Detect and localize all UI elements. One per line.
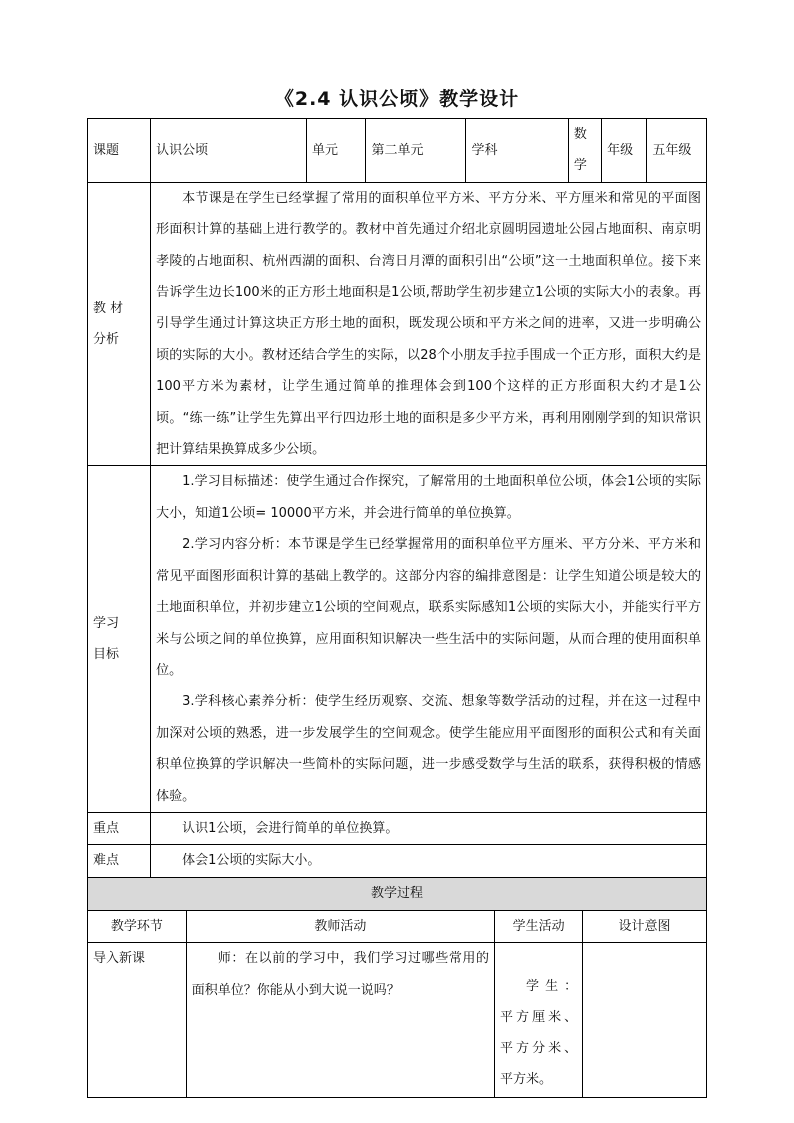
key-point-label: 重点 xyxy=(88,812,151,844)
process-row xyxy=(88,943,707,1098)
material-text-cell xyxy=(151,182,707,466)
objectives-row xyxy=(88,466,707,812)
process-heading-row xyxy=(88,877,707,910)
design-intent-cell xyxy=(583,943,707,1098)
lesson-plan-table xyxy=(87,118,707,1098)
course-value: 认识公顷 xyxy=(151,119,307,183)
material-label xyxy=(88,182,151,466)
difficulty-label: 难点 xyxy=(88,845,151,877)
material-label-line1: 教 材 xyxy=(93,300,124,316)
material-text: 本节课是在学生已经掌握了常用的面积单位平方米、平方分米、平方厘米和常见的平面图形面积计算的基础上进行教学的。教材中首先通过介绍北京圆明园遗址公园占地面积、南京明孝陵的占地面积、杭州西湖的面积、台湾日月潭的面积引出“公顷”这一土地面积单位。接下来告诉学生边长100米的正方形土地面积是1公顷,帮助学生初步建立1公顷的实际大小的表象。再引导学生通过计算这块正方形土地的面积，既发现公顷和平方米之间的进率，又进一步明确公顷的实际的大小。教材还结合学生的实际，以28个小朋友手拉手围成一个正方形，面积大约是100平方米为素材，让学生通过简单的推理体会到100个这样的正方形面积大约才是1公顷。“练一练”让学生先算出平行四边形土地的面积是多少平方米，再利用刚刚学到的知识常识把计算结果换算成多少公顷。 xyxy=(156,190,701,458)
col-stage-header: 教学环节 xyxy=(88,910,187,942)
material-analysis-row xyxy=(88,182,707,466)
difficulty-row xyxy=(88,845,707,877)
stage-cell: 导入新课 xyxy=(88,943,187,1098)
objectives-label xyxy=(88,466,151,812)
student-activity-text: 学生：平方厘米、平方分米、平方米。 xyxy=(500,979,578,1088)
unit-value: 第二单元 xyxy=(366,119,466,183)
subject-label: 学科 xyxy=(466,119,568,183)
unit-label: 单元 xyxy=(306,119,366,183)
key-point-text: 认识1公顷，会进行简单的单位换算。 xyxy=(182,820,399,836)
col-student-header: 学生活动 xyxy=(495,910,583,942)
difficulty-text: 体会1公顷的实际大小。 xyxy=(182,853,321,869)
objective-paragraph-1: 1.学习目标描述：使学生通过合作探究，了解常用的土地面积单位公顷，体会1公顷的实际大小，知道1公顷= 10000平方米，并会进行简单的单位换算。 xyxy=(156,474,701,521)
key-point-text-cell xyxy=(151,812,707,844)
objective-paragraph-3: 3.学科核心素养分析：使学生经历观察、交流、想象等数学活动的过程，并在这一过程中加深对公顷的熟悉，进一步发展学生的空间观念。使学生能应用平面图形的面积公式和有关面积单位换算的学识解决一些简朴的实际问题，进一步感受数学与生活的联系，获得积极的情感体验。 xyxy=(156,694,701,804)
process-column-headers xyxy=(88,910,707,942)
key-point-row xyxy=(88,812,707,844)
grade-value: 五年级 xyxy=(647,119,707,183)
teacher-activity-cell xyxy=(186,943,494,1098)
objectives-label-line2: 目标 xyxy=(93,647,120,663)
teacher-activity-text: 师：在以前的学习中，我们学习过哪些常用的面积单位？你能从小到大说一说吗？ xyxy=(191,951,490,998)
objective-paragraph-2: 2.学习内容分析：本节课是学生已经掌握常用的面积单位平方厘米、平方分米、平方米和常见平面图形面积计算的基础上教学的。这部分内容的编排意图是：让学生知道公顷是较大的土地面积单位，并初步建立1公顷的空间观点，联系实际感知1公顷的实际大小，并能实行平方米与公顷之间的单位换算，应用面积知识解决一些生活中的实际问题，从而合理的使用面积单位。 xyxy=(156,537,701,678)
course-label: 课题 xyxy=(88,119,151,183)
process-heading: 教学过程 xyxy=(88,877,707,910)
col-teacher-header: 教师活动 xyxy=(186,910,494,942)
header-row xyxy=(88,119,707,183)
student-activity-cell xyxy=(495,943,583,1098)
objectives-text-cell xyxy=(151,466,707,812)
subject-value: 数学 xyxy=(568,119,601,183)
material-label-line2: 分析 xyxy=(93,332,120,348)
difficulty-text-cell xyxy=(151,845,707,877)
document-title: 《2.4 认识公顷》教学设计 xyxy=(274,88,520,110)
col-intent-header: 设计意图 xyxy=(583,910,707,942)
grade-label: 年级 xyxy=(602,119,647,183)
objectives-label-line1: 学习 xyxy=(93,615,120,631)
